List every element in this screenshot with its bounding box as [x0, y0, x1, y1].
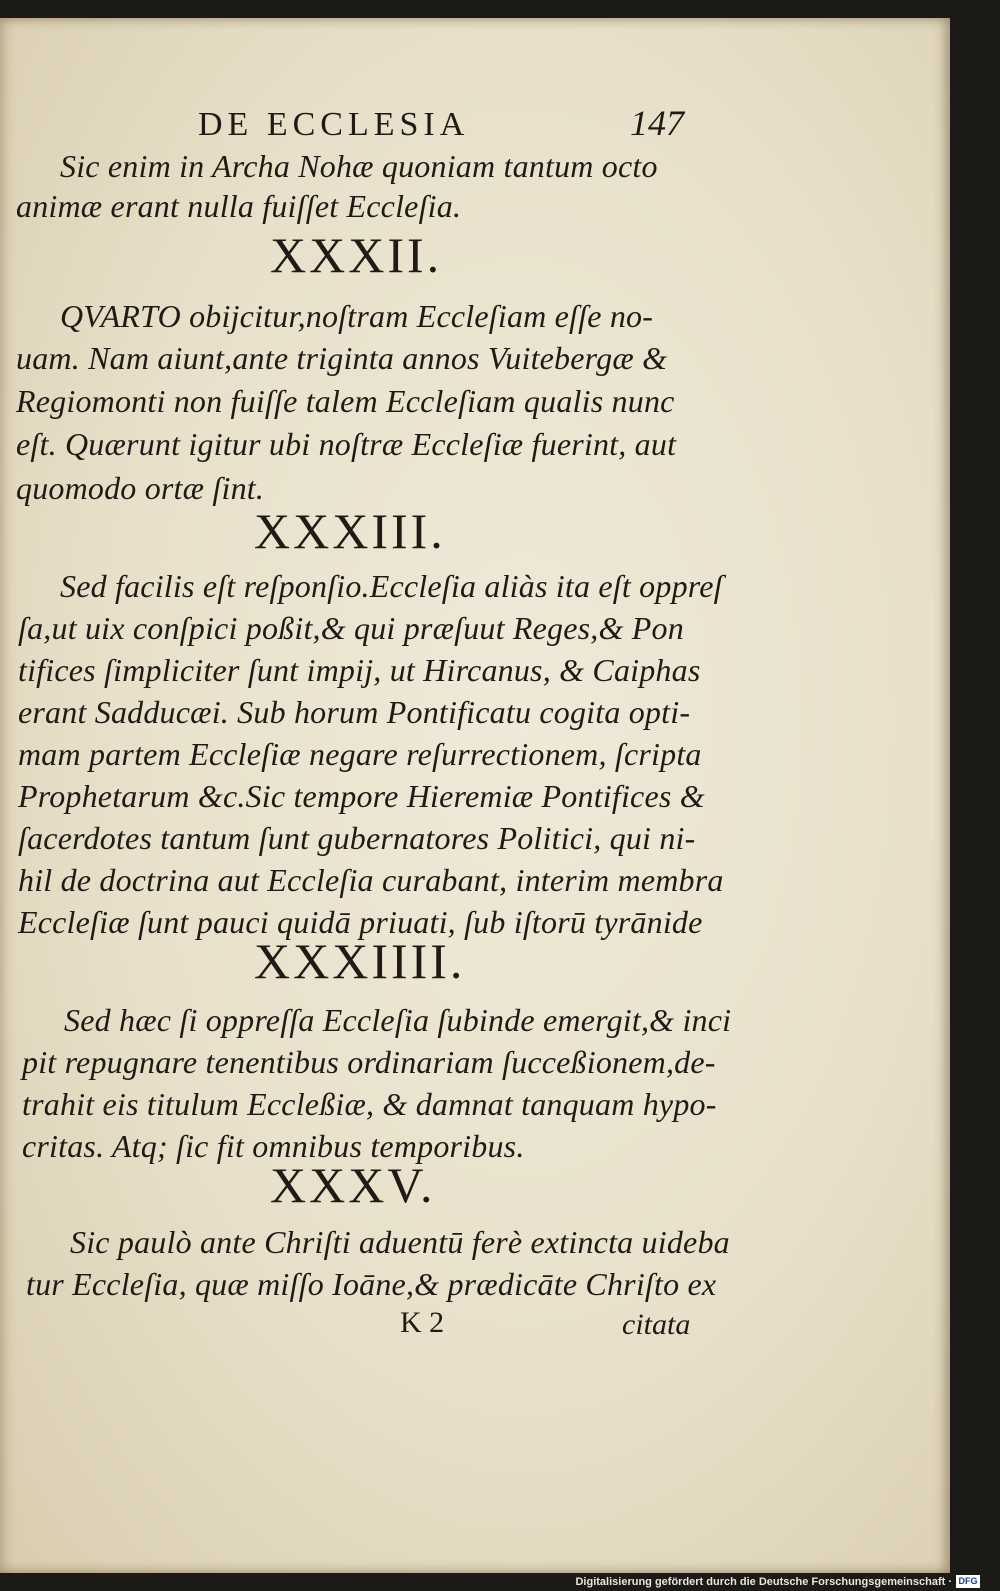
- text-line: Sic enim in Archa Nohæ quoniam tantum octo: [60, 148, 658, 184]
- book-page: [0, 18, 950, 1573]
- text-line: uam. Nam aiunt,ante triginta annos Vuitebergæ &: [16, 340, 668, 376]
- dfg-logo-icon: DFG: [956, 1575, 980, 1588]
- section-numeral: XXXII.: [270, 227, 443, 283]
- text-line: Eccleſiæ ſunt pauci quidā priuati, ſub iſtorū tyrānide: [18, 904, 703, 940]
- running-head: DE ECCLESIA: [198, 106, 470, 143]
- text-line: Prophetarum &c.Sic tempore Hieremiæ Pontifices &: [18, 778, 705, 814]
- signature-mark: K 2: [400, 1306, 445, 1339]
- page-number: 147: [630, 103, 684, 143]
- text-line: ſacerdotes tantum ſunt gubernatores Politici, qui ni-: [18, 820, 696, 856]
- text-line: erant Sadducæi. Sub horum Pontificatu cogita opti-: [18, 694, 691, 730]
- text-line: Sic paulò ante Chriſti aduentū ferè extincta uideba: [70, 1224, 730, 1260]
- text-line: Sed facilis eſt reſponſio.Eccleſia aliàs ita eſt oppreſ: [60, 568, 723, 604]
- section-numeral: XXXIIII.: [254, 933, 466, 989]
- text-line: critas. Atq; ſic fit omnibus temporibus.: [22, 1128, 525, 1164]
- text-line: QVARTO obijcitur,noſtram Eccleſiam eſſe no-: [60, 298, 654, 334]
- section-numeral: XXXIII.: [254, 503, 446, 559]
- text-line: ſa,ut uix conſpici poßit,& qui præſuut Reges,& Pon: [18, 610, 684, 646]
- text-line: tifices ſimpliciter ſunt impij, ut Hircanus, & Caiphas: [18, 652, 701, 688]
- section-numeral: XXXV.: [270, 1157, 436, 1213]
- text-line: eſt. Quærunt igitur ubi noſtræ Eccleſiæ fuerint, aut: [16, 426, 677, 462]
- text-line: tur Eccleſia, quæ miſſo Ioāne,& prædicāte Chriſto ex: [26, 1266, 717, 1302]
- digitization-credit: Digitalisierung gefördert durch die Deutsche Forschungsgemeinschaft ·: [575, 1576, 952, 1588]
- text-line: animæ erant nulla fuiſſet Eccleſia.: [16, 188, 462, 224]
- text-line: mam partem Eccleſiæ negare reſurrectionem, ſcripta: [18, 736, 702, 772]
- text-line: Sed hæc ſi oppreſſa Eccleſia ſubinde emergit,& inci: [64, 1002, 732, 1038]
- text-line: Regiomonti non fuiſſe talem Eccleſiam qualis nunc: [16, 383, 675, 419]
- text-line: pit repugnare tenentibus ordinariam ſucceßionem,de-: [22, 1044, 716, 1080]
- text-line: hil de doctrina aut Eccleſia curabant, interim membra: [18, 862, 724, 898]
- text-line: trahit eis titulum Eccleßiæ, & damnat tanquam hypo-: [22, 1086, 717, 1122]
- catchword: citata: [622, 1308, 691, 1341]
- text-line: quomodo ortæ ſint.: [16, 470, 265, 506]
